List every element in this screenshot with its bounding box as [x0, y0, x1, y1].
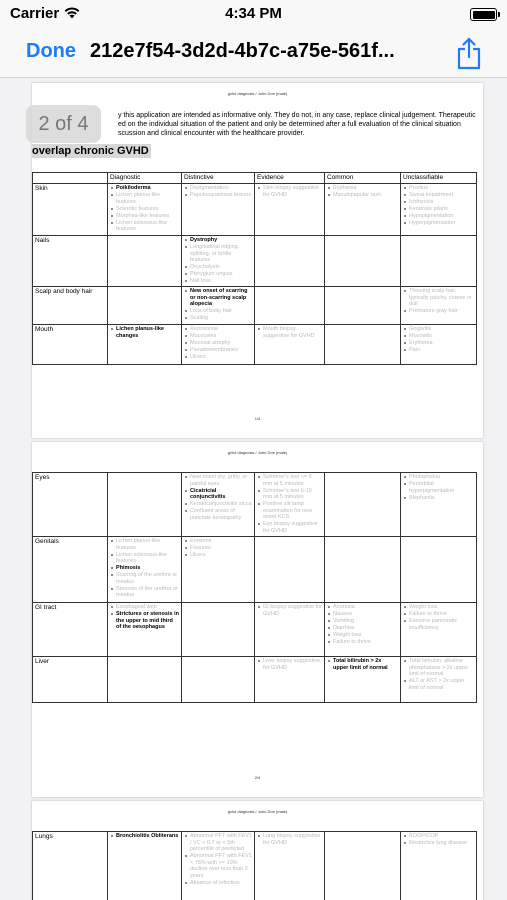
bullet-list [184, 833, 252, 886]
table-row [33, 236, 477, 287]
list-item: Erosions [184, 538, 252, 545]
list-item: Photophobia [403, 474, 474, 481]
bullet-list [327, 604, 398, 646]
list-item: Mucosal atrophy [184, 340, 252, 347]
table-cell [401, 603, 477, 657]
list-item: Liver biopsy suggestive for GVHD [257, 658, 322, 671]
list-item: Premature gray hair [403, 308, 474, 315]
column-header: Diagnostic [108, 173, 182, 184]
bullet-list [184, 237, 252, 285]
table-row [33, 473, 477, 537]
column-header: Evidence [255, 173, 325, 184]
table-cell [401, 657, 477, 703]
table-cell [182, 473, 255, 537]
list-item: Papulosquamous lesions [184, 192, 252, 199]
list-item: Failure to thrive [403, 611, 474, 618]
list-item: Blepharitis [403, 495, 474, 502]
gvhd-table [32, 172, 477, 365]
column-header: Common [325, 173, 401, 184]
list-item: Exocrine pancreatic insufficiency [403, 618, 474, 631]
table-cell [255, 832, 325, 900]
list-item: ALT or AST > 2x upper limit of normal [403, 678, 474, 691]
list-item: Thinning scalp hair, typically patchy, coarse or dull [403, 288, 474, 308]
disclaimer-text: y this application are intended as informative only. They do not, in any case, replace clinical judgement. Therapeutic ed on the individual situation of the patient and only be determined after a full evaluation of the clinical situation scussion and clinical encounter with the healthcare provider. [118, 112, 476, 137]
section-title: overlap chronic GVHD [32, 145, 149, 157]
table-cell [401, 473, 477, 537]
bullet-list [257, 326, 322, 339]
list-item: Sclerotic features [110, 206, 179, 213]
list-item: Esophageal web [110, 604, 179, 611]
row-label: Eyes [33, 473, 108, 537]
bullet-list [327, 185, 398, 199]
list-item: Failure to thrive [327, 639, 398, 646]
list-item: Loss of body hair [184, 308, 252, 315]
bullet-list [110, 604, 179, 631]
list-item: Lichen sclerosus-like features [110, 220, 179, 233]
row-label: Lungs [33, 832, 108, 900]
list-item: Hypopigmentation [403, 213, 474, 220]
row-label: Genitals [33, 537, 108, 603]
list-item: Onycholysis [184, 264, 252, 271]
list-item: Mouth biopsy suggestive for GVHD [257, 326, 322, 339]
table-header-row [33, 173, 477, 184]
share-icon[interactable] [455, 36, 483, 70]
table-cell [182, 537, 255, 603]
bullet-list [110, 185, 179, 233]
list-item: Pain [403, 347, 474, 354]
list-item: Total bilirubin > 2x upper limit of normal [327, 658, 398, 671]
list-item: Nail loss [184, 278, 252, 285]
list-item: Lichen planus-like features [110, 192, 179, 205]
table-cell [182, 603, 255, 657]
table-cell [255, 184, 325, 236]
row-label: Skin [33, 184, 108, 236]
page-header: gvhd diagnosis / John Doe (male) [227, 809, 288, 814]
list-item: Keratosis pilaris [403, 206, 474, 213]
table-row [33, 537, 477, 603]
row-label: Mouth [33, 325, 108, 365]
list-item: Diarrhea [327, 625, 398, 632]
list-item: Dystrophy [184, 237, 252, 244]
list-item: Morphea-like features [110, 213, 179, 220]
list-item: Ulcers [184, 552, 252, 559]
column-header: Unclassifiable [401, 173, 477, 184]
table-cell [108, 832, 182, 900]
pdf-page [32, 442, 483, 797]
list-item: Restrictive lung disease [403, 840, 474, 847]
bullet-list [403, 833, 474, 847]
table-cell [325, 603, 401, 657]
list-item: Xerostomia [184, 326, 252, 333]
carrier-label: Carrier [10, 5, 60, 22]
list-item: Nausea [327, 611, 398, 618]
list-item: Positive slit lamp examination for new onset KCS [257, 501, 322, 521]
list-item: Pterygium unguis [184, 271, 252, 278]
table-cell [182, 184, 255, 236]
list-item: Ichthyosis [403, 199, 474, 206]
list-item: Weight loss [327, 632, 398, 639]
list-item: Abnormal PFT with FEV1 < 75% with >= 10% decline over less than 2 years [184, 853, 252, 879]
table-cell [182, 657, 255, 703]
list-item: Fissures [184, 545, 252, 552]
list-item: Cicatricial conjunctivitis [184, 488, 252, 501]
battery-icon [470, 8, 497, 21]
list-item: Lichen sclerosus-like features [110, 552, 179, 565]
page-indicator: 2 of 4 [26, 105, 101, 143]
table-row [33, 657, 477, 703]
list-item: Vomiting [327, 618, 398, 625]
table-cell [108, 603, 182, 657]
list-item: GI biopsy suggestive for GVHD [257, 604, 322, 617]
table-cell [401, 184, 477, 236]
list-item: Total bilirubin, alkaline phosphatase > 2x upper limit of normal [403, 658, 474, 678]
table-cell [325, 236, 401, 287]
list-item: Skin biopsy suggestive for GVHD [257, 185, 322, 198]
list-item: Schirmer's test 6-10 mm at 5 minutes [257, 488, 322, 501]
column-header: Distinctive [182, 173, 255, 184]
table-cell [108, 184, 182, 236]
table-cell [255, 325, 325, 365]
bullet-list [257, 474, 322, 534]
list-item: Depigmentation [184, 185, 252, 192]
list-item: Erythema [327, 185, 398, 192]
list-item: Poikiloderma [110, 185, 179, 192]
list-item: Scaling [184, 315, 252, 322]
page-footer: 1/4 [254, 416, 261, 421]
navigation-bar [0, 28, 507, 78]
list-item: Sweat impairment [403, 192, 474, 199]
table-cell [401, 325, 477, 365]
list-item: New onset of scarring or non-scarring scalp alopecia [184, 288, 252, 308]
list-item: Anorexia [327, 604, 398, 611]
table-cell [255, 537, 325, 603]
clock-time: 4:34 PM [225, 5, 282, 22]
list-item: Pseudomembranes [184, 347, 252, 354]
list-item: Lichen planus-like changes [110, 326, 179, 339]
done-button[interactable]: Done [26, 40, 76, 62]
table-cell [255, 657, 325, 703]
bullet-list [403, 474, 474, 501]
list-item: Confluent areas of punctate keratopathy [184, 508, 252, 521]
table-cell [325, 537, 401, 603]
table-cell [325, 832, 401, 900]
list-item: Stenosis of the urethra or meatus [110, 586, 179, 599]
list-item: Gingivitis [403, 326, 474, 333]
row-label: Scalp and body hair [33, 287, 108, 325]
bullet-list [110, 538, 179, 599]
list-item: Ulcers [184, 354, 252, 361]
table-cell [255, 473, 325, 537]
table-cell [325, 325, 401, 365]
table-row [33, 603, 477, 657]
list-item: Maculopapular rash [327, 192, 398, 199]
list-item: BOOP/COP [403, 833, 474, 840]
bullet-list [184, 538, 252, 559]
table-cell [401, 287, 477, 325]
bullet-list [403, 326, 474, 354]
bullet-list [403, 604, 474, 631]
status-bar [0, 0, 507, 28]
bullet-list [110, 326, 179, 339]
page-header: gvhd diagnosis / John Doe (male) [227, 450, 288, 455]
bullet-list [184, 185, 252, 199]
page-header: gvhd diagnosis / John Doe (male) [227, 91, 288, 96]
table-row [33, 184, 477, 236]
table-cell [108, 287, 182, 325]
row-label: Liver [33, 657, 108, 703]
bullet-list [184, 474, 252, 521]
list-item: Lung biopsy suggestive for GVHD [257, 833, 322, 846]
row-label: Nails [33, 236, 108, 287]
bullet-list [403, 288, 474, 315]
list-item: Scarring of the urethra or meatus [110, 572, 179, 585]
list-item: Mucositis [403, 333, 474, 340]
list-item: Strictures or stenosis in the upper to mid third of the oesophagus [110, 611, 179, 631]
table-cell [182, 287, 255, 325]
table-cell [182, 832, 255, 900]
bullet-list [257, 658, 322, 671]
list-item: Absence of infection [184, 880, 252, 887]
bullet-list [403, 658, 474, 691]
bullet-list [184, 288, 252, 322]
table-row [33, 325, 477, 365]
table-row [33, 832, 477, 900]
document-title: 212e7f54-3d2d-4b7c-a75e-561f... [90, 40, 395, 62]
list-item: Schirmer's test <= 5 mm at 5 minutes [257, 474, 322, 487]
pdf-viewer[interactable] [0, 79, 507, 900]
list-item: Mucoceles [184, 333, 252, 340]
list-item: Phimosis [110, 565, 179, 572]
table-cell [401, 537, 477, 603]
table-cell [108, 537, 182, 603]
table-cell [108, 325, 182, 365]
table-cell [255, 603, 325, 657]
list-item: Erythema [403, 340, 474, 347]
list-item: Longitudinal ridging, splitting, or brittle features [184, 244, 252, 264]
gvhd-table [32, 472, 477, 703]
table-cell [325, 287, 401, 325]
pdf-page [32, 801, 483, 900]
bullet-list [257, 833, 322, 846]
list-item: Lichen planus-like features [110, 538, 179, 551]
list-item: Bronchiolitis Obliterans [110, 833, 179, 840]
table-cell [108, 473, 182, 537]
list-item: Periorbital hyperpigmentation [403, 481, 474, 494]
list-item: Pruritus [403, 185, 474, 192]
column-header [33, 173, 108, 184]
row-label: GI tract [33, 603, 108, 657]
table-cell [108, 236, 182, 287]
table-cell [401, 832, 477, 900]
table-cell [401, 236, 477, 287]
bullet-list [184, 326, 252, 361]
table-cell [325, 184, 401, 236]
bullet-list [110, 833, 179, 840]
list-item: Eye biopsy suggestive for GVHD [257, 521, 322, 534]
list-item: Weight loss [403, 604, 474, 611]
bullet-list [327, 658, 398, 671]
table-row [33, 287, 477, 325]
table-cell [255, 287, 325, 325]
table-cell [255, 236, 325, 287]
table-cell [325, 657, 401, 703]
page-footer: 2/4 [254, 775, 261, 780]
table-cell [325, 473, 401, 537]
gvhd-table [32, 831, 477, 900]
table-cell [108, 657, 182, 703]
table-cell [182, 236, 255, 287]
list-item: New onset dry, gritty, or painful eyes [184, 474, 252, 487]
bullet-list [403, 185, 474, 227]
table-cell [182, 325, 255, 365]
list-item: Hyperpigmentation [403, 220, 474, 227]
bullet-list [257, 604, 322, 617]
list-item: Keratoconjunctivitis sicca [184, 501, 252, 508]
list-item: Abnormal PFT with FEV1 / VC < 0.7 or < 5th percentile of predicted [184, 833, 252, 853]
bullet-list [257, 185, 322, 198]
